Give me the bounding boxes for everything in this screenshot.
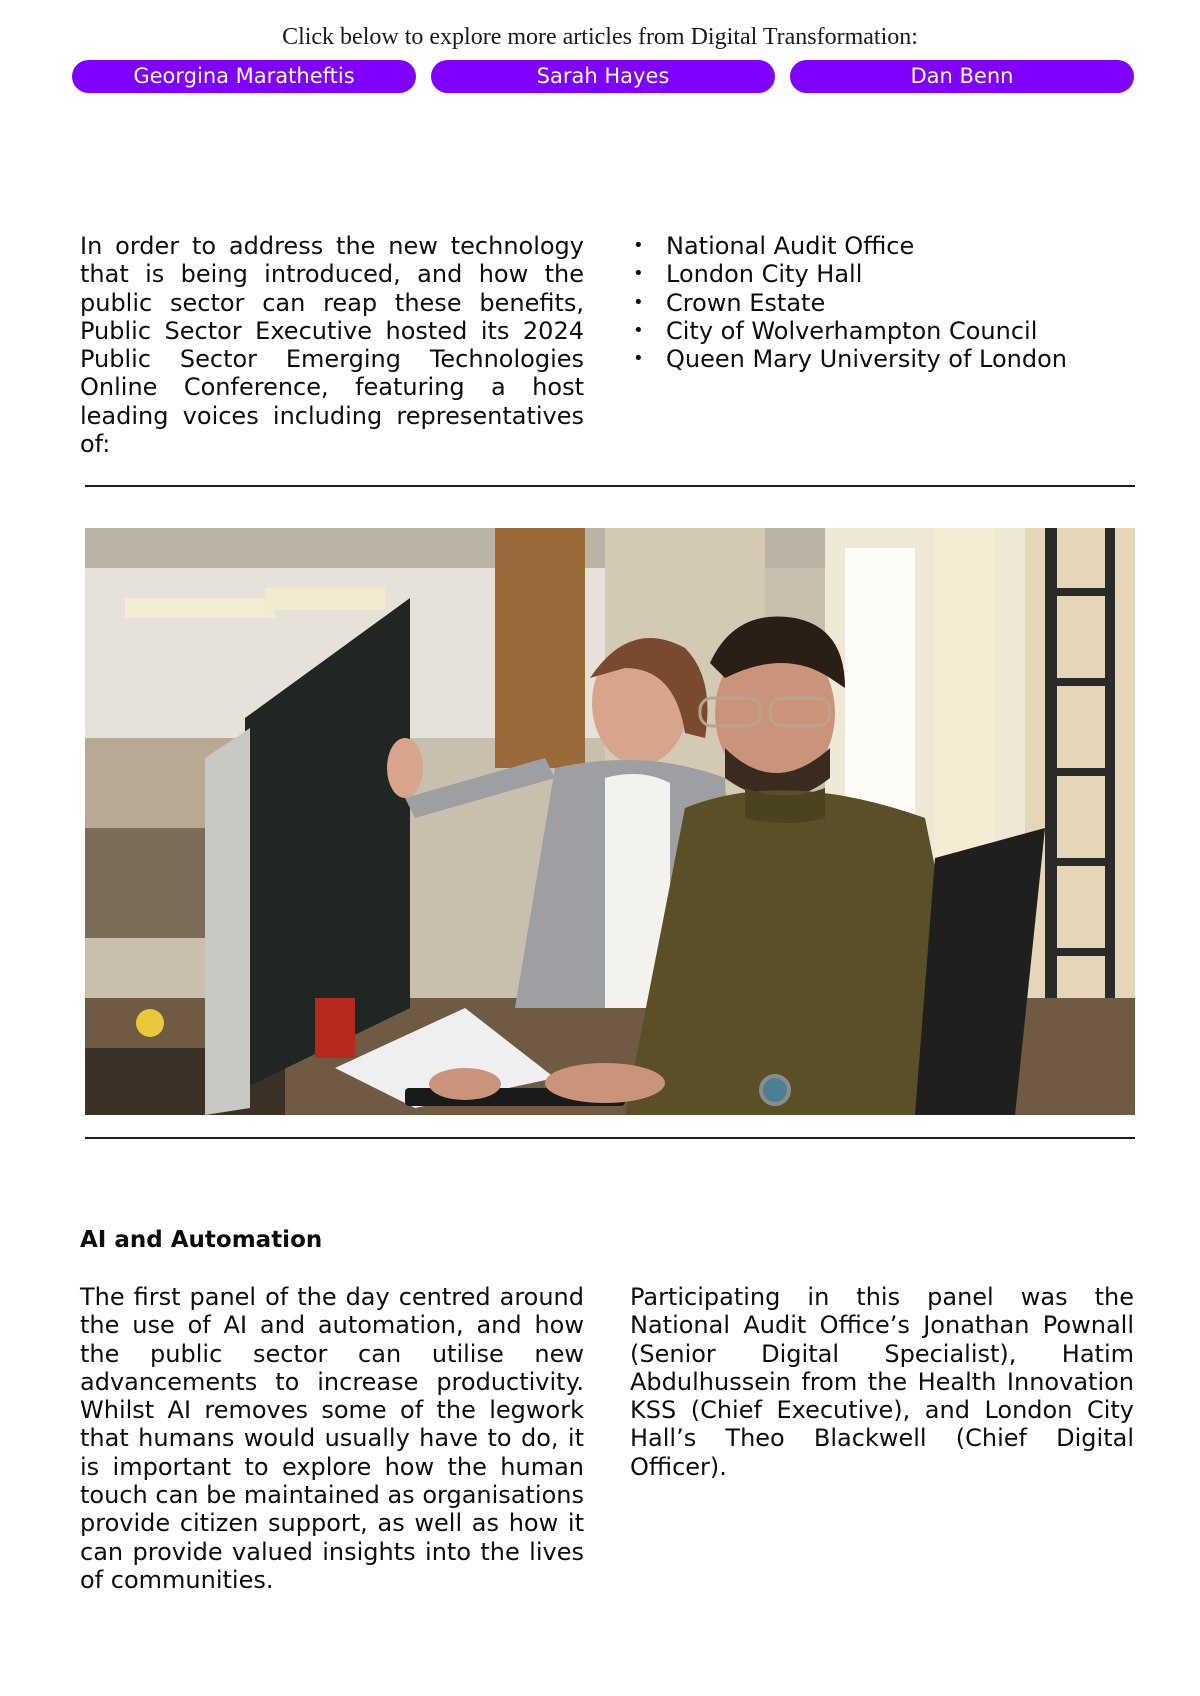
bullet-icon: • bbox=[633, 348, 644, 370]
divider-bottom bbox=[85, 1137, 1135, 1139]
bullet-icon: • bbox=[633, 319, 644, 341]
list-item bbox=[630, 289, 1150, 317]
ai-panel-paragraph-right: Participating in this panel was the National Audit Office’s Jonathan Pownall (Senior Digital Specialist), Hatim Abdulhussein from the Health Innovation KSS (Chief Executive), and London City Hall’s Theo Blackwell (Chief Digital Officer). bbox=[630, 1283, 1134, 1481]
bullet-icon: • bbox=[633, 263, 644, 285]
list-item bbox=[630, 232, 1150, 260]
list-item bbox=[630, 260, 1150, 288]
author-link-sarah-hayes[interactable]: Sarah Hayes bbox=[431, 60, 775, 93]
bullet-icon: • bbox=[633, 235, 644, 256]
article-photo bbox=[85, 528, 1135, 1115]
author-link-georgina-maratheftis[interactable]: Georgina Maratheftis bbox=[72, 60, 416, 93]
author-link-dan-benn[interactable]: Dan Benn bbox=[790, 60, 1134, 93]
list-item-label: London City Hall bbox=[666, 260, 863, 289]
list-item-label: Queen Mary University of London bbox=[666, 345, 1068, 374]
list-item bbox=[630, 317, 1150, 345]
office-colleagues-image bbox=[85, 528, 1135, 1115]
list-item-label: National Audit Office bbox=[666, 232, 915, 260]
ai-panel-paragraph-left: The first panel of the day centred around the use of AI and automation, and how the public sector can utilise new advancements to increase productivity. Whilst AI removes some of the legwork that humans would usually have to do, it is important to explore how the human touch can be maintained as organisations provide citizen support, as well as how it can provide valued insights into the lives of communities. bbox=[80, 1283, 584, 1594]
intro-paragraph: In order to address the new technology that is being introduced, and how the public sector can reap these benefits, Public Sector Executive hosted its 2024 Public Sector Emerging Technologies Online Conference, featuring a host leading voices including representatives of: bbox=[80, 232, 584, 459]
list-item-label: Crown Estate bbox=[666, 288, 826, 317]
divider-top bbox=[85, 485, 1135, 487]
explore-articles-intro: Click below to explore more articles from Digital Transformation: bbox=[282, 24, 918, 50]
list-item-label: City of Wolverhampton Council bbox=[666, 316, 1038, 345]
bullet-icon: • bbox=[633, 291, 644, 313]
list-item bbox=[630, 345, 1150, 373]
section-heading: AI and Automation bbox=[80, 1227, 323, 1253]
representatives-list bbox=[630, 232, 1150, 373]
